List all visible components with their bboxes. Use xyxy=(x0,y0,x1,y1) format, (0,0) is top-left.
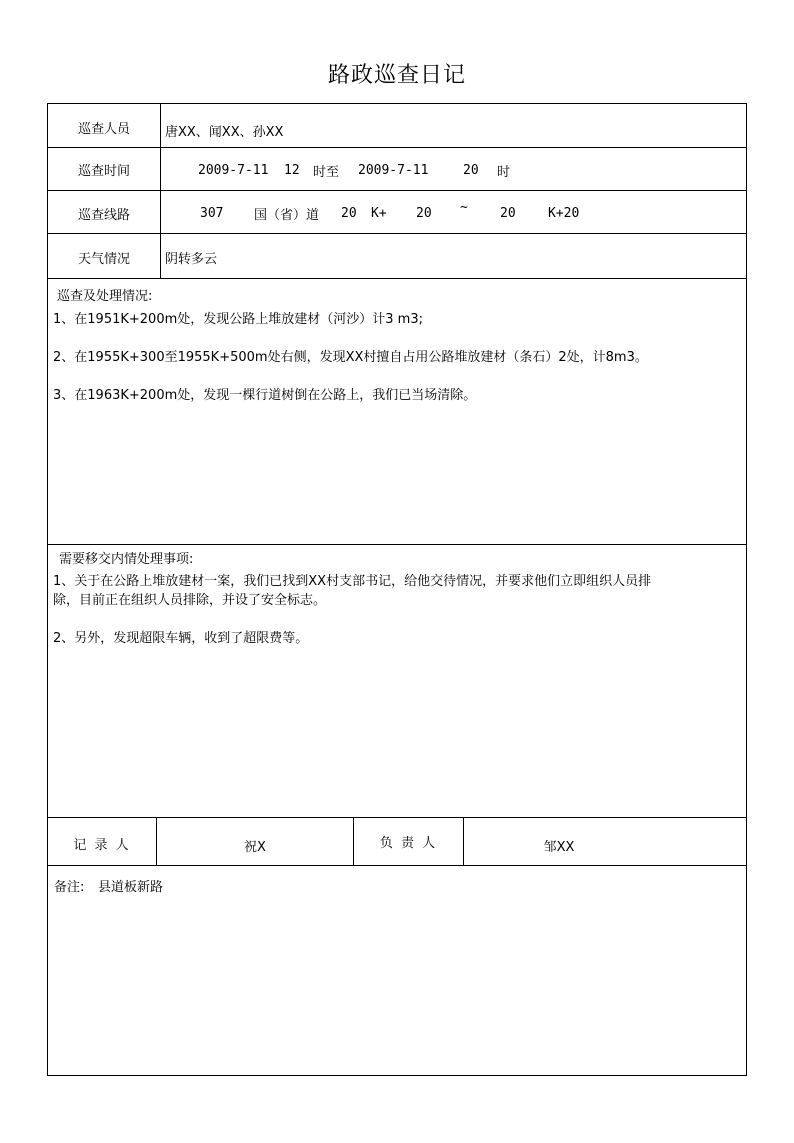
route-k-plus-end: K+20 xyxy=(548,206,580,221)
remarks-value: 县道板新路 xyxy=(98,880,164,895)
transfer-items xyxy=(53,572,745,648)
inspectors-value: 唐XX、闻XX、孙XX xyxy=(165,125,284,140)
responsible-value: 邹XX xyxy=(543,840,575,855)
inspectors-label: 巡查人员 xyxy=(77,122,130,137)
inspection-item: 1、在1951K+200m处，发现公路上堆放建材（河沙）计3 m3; xyxy=(53,312,423,327)
column-divider xyxy=(160,103,161,278)
time-to-text: 时至 xyxy=(313,165,340,180)
weather-label: 天气情况 xyxy=(77,252,130,267)
time-start-hour: 12 xyxy=(284,163,300,178)
weather-value: 阴转多云 xyxy=(165,252,218,267)
time-end-date: 2009-7-11 xyxy=(358,163,429,178)
route-from-m: 20 xyxy=(416,206,432,221)
transfer-item-line: 1、关于在公路上堆放建材一案，我们已找到XX村支部书记，给他交待情况，并要求他们立即组织人员排 xyxy=(53,574,652,589)
row-divider xyxy=(47,544,747,545)
recorder-label: 记 录 人 xyxy=(73,838,131,853)
route-k-plus: K+ xyxy=(371,206,387,221)
recorder-value: 祝X xyxy=(244,840,266,855)
inspection-items xyxy=(53,310,743,405)
time-label: 巡查时间 xyxy=(77,164,130,179)
transfer-heading: 需要移交内情处理事项: xyxy=(59,552,194,567)
transfer-item-line: 除，目前正在组织人员排除，并设了安全标志。 xyxy=(53,593,327,608)
route-label: 巡查线路 xyxy=(77,208,130,223)
row-divider xyxy=(47,817,747,818)
route-from-km: 20 xyxy=(341,206,357,221)
inspection-item: 2、在1955K+300至1955K+500m处右侧，发现XX村擅自占用公路堆放建材（条石）2处，计8m3。 xyxy=(53,350,648,365)
row-divider xyxy=(47,865,747,866)
page-title: 路政巡查日记 xyxy=(327,63,466,88)
responsible-label: 负 责 人 xyxy=(379,836,438,851)
remarks-label: 备注: xyxy=(54,880,85,895)
row-divider xyxy=(47,233,747,234)
transfer-item: 2、另外，发现超限车辆，收到了超限费等。 xyxy=(53,631,309,646)
row-divider xyxy=(47,278,747,279)
transfer-section xyxy=(59,550,745,569)
route-road-type: 国（省）道 xyxy=(254,208,320,223)
inspection-item: 3、在1963K+200m处，发现一棵行道树倒在公路上，我们已当场清除。 xyxy=(53,388,477,403)
inspection-section xyxy=(57,287,743,306)
time-end-hour: 20 xyxy=(463,163,479,178)
route-tilde: ~ xyxy=(460,200,468,215)
row-divider xyxy=(47,147,747,148)
inspection-heading: 巡查及处理情况: xyxy=(57,289,153,304)
route-road-no: 307 xyxy=(200,206,224,221)
row-divider xyxy=(47,190,747,191)
route-to-km: 20 xyxy=(500,206,516,221)
time-hour-unit: 时 xyxy=(497,165,511,180)
time-start-date: 2009-7-11 xyxy=(198,163,269,178)
